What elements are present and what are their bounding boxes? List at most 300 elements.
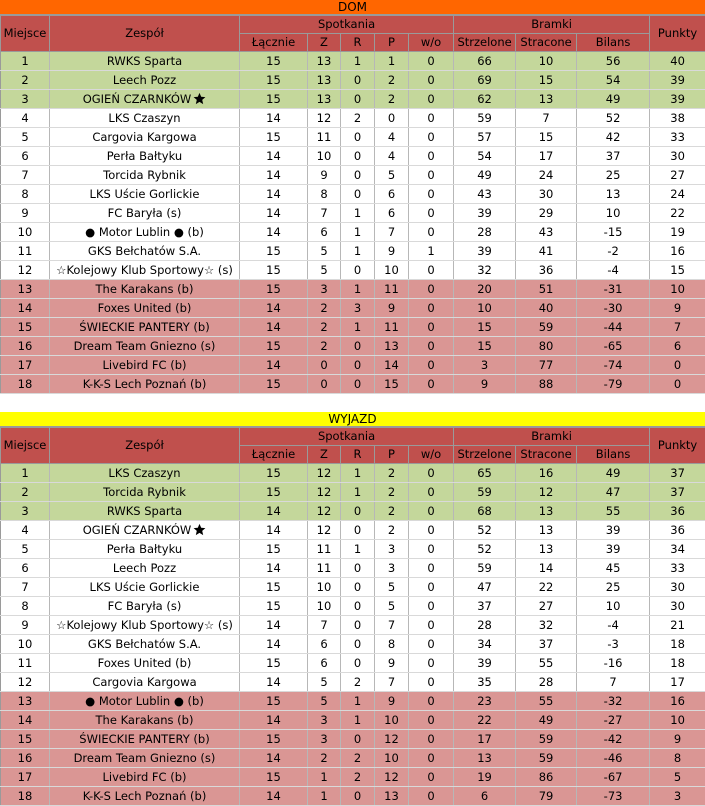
cell-played: 14	[240, 204, 308, 223]
cell-walkovers: 0	[409, 578, 454, 597]
cell-played: 14	[240, 502, 308, 521]
cell-draws: 0	[341, 521, 375, 540]
cell-played: 15	[240, 128, 308, 147]
table-row	[1, 337, 705, 356]
cell-goal-difference: 13	[577, 185, 650, 204]
cell-position: 11	[1, 242, 50, 261]
cell-wins: 11	[308, 559, 341, 578]
team-name: GKS Bełchatów S.A.	[88, 244, 201, 258]
header-wo: w/o	[409, 446, 454, 464]
cell-position: 17	[1, 356, 50, 375]
cell-goals-against: 40	[516, 299, 577, 318]
cell-walkovers: 0	[409, 147, 454, 166]
cell-goals-for: 28	[454, 223, 516, 242]
cell-draws: 0	[341, 147, 375, 166]
cell-goal-difference: -4	[577, 261, 650, 280]
table-row	[1, 502, 705, 521]
team-name: Leech Pozz	[113, 561, 176, 575]
cell-team	[50, 242, 240, 261]
cell-goal-difference: -32	[577, 692, 650, 711]
cell-points: 33	[650, 128, 705, 147]
cell-goal-difference: -30	[577, 299, 650, 318]
cell-played: 15	[240, 337, 308, 356]
cell-goals-against: 29	[516, 204, 577, 223]
cell-goal-difference: 42	[577, 128, 650, 147]
table-row	[1, 540, 705, 559]
table-row	[1, 597, 705, 616]
cell-position: 16	[1, 337, 50, 356]
cell-walkovers: 0	[409, 71, 454, 90]
cell-points: 3	[650, 787, 705, 806]
cell-goal-difference: 47	[577, 483, 650, 502]
cell-points: 27	[650, 166, 705, 185]
table-row	[1, 635, 705, 654]
cell-walkovers: 0	[409, 166, 454, 185]
cell-wins: 9	[308, 166, 341, 185]
cell-draws: 2	[341, 768, 375, 787]
table-row	[1, 559, 705, 578]
cell-position: 16	[1, 749, 50, 768]
cell-points: 21	[650, 616, 705, 635]
cell-points: 24	[650, 185, 705, 204]
cell-played: 15	[240, 692, 308, 711]
cell-goals-against: 59	[516, 749, 577, 768]
cell-walkovers: 0	[409, 52, 454, 71]
cell-losses: 12	[375, 768, 409, 787]
cell-points: 8	[650, 749, 705, 768]
cell-team	[50, 299, 240, 318]
header-bramki: Bramki	[454, 428, 650, 446]
cell-played: 14	[240, 147, 308, 166]
cell-played: 14	[240, 559, 308, 578]
cell-draws: 2	[341, 109, 375, 128]
cell-played: 14	[240, 616, 308, 635]
cell-goal-difference: -44	[577, 318, 650, 337]
cell-wins: 3	[308, 280, 341, 299]
cell-goal-difference: 49	[577, 464, 650, 483]
cell-draws: 0	[341, 261, 375, 280]
cell-goals-for: 17	[454, 730, 516, 749]
header-p: P	[375, 34, 409, 52]
cell-goal-difference: -3	[577, 635, 650, 654]
cell-losses: 3	[375, 559, 409, 578]
team-name: ☆Kolejowy Klub Sportowy☆ (s)	[56, 618, 233, 632]
cell-walkovers: 0	[409, 483, 454, 502]
cell-losses: 10	[375, 749, 409, 768]
cell-wins: 6	[308, 223, 341, 242]
cell-position: 7	[1, 578, 50, 597]
cell-wins: 7	[308, 204, 341, 223]
cell-goal-difference: -15	[577, 223, 650, 242]
cell-team	[50, 166, 240, 185]
team-name: ŚWIECKIE PANTERY (b)	[79, 732, 209, 746]
cell-losses: 2	[375, 483, 409, 502]
table-row	[1, 768, 705, 787]
cell-points: 37	[650, 464, 705, 483]
section-title: WYJAZD	[0, 412, 705, 427]
cell-walkovers: 0	[409, 673, 454, 692]
header-lacznie: Łącznie	[240, 34, 308, 52]
cell-position: 8	[1, 185, 50, 204]
team-name: The Karakans (b)	[96, 713, 194, 727]
cell-points: 36	[650, 521, 705, 540]
team-name: FC Baryła (s)	[108, 206, 182, 220]
cell-team	[50, 673, 240, 692]
header-strzelone: Strzelone	[454, 446, 516, 464]
cell-draws: 1	[341, 464, 375, 483]
cell-points: 37	[650, 483, 705, 502]
cell-goals-for: 47	[454, 578, 516, 597]
cell-losses: 1	[375, 52, 409, 71]
cell-goal-difference: -42	[577, 730, 650, 749]
cell-points: 10	[650, 280, 705, 299]
header-r: R	[341, 34, 375, 52]
cell-losses: 2	[375, 521, 409, 540]
table-row	[1, 483, 705, 502]
cell-played: 14	[240, 673, 308, 692]
cell-goals-for: 28	[454, 616, 516, 635]
cell-losses: 4	[375, 128, 409, 147]
cell-points: 9	[650, 730, 705, 749]
cell-goals-for: 6	[454, 787, 516, 806]
team-name: Foxes United (b)	[98, 301, 192, 315]
cell-points: 30	[650, 578, 705, 597]
cell-wins: 0	[308, 375, 341, 394]
cell-played: 14	[240, 635, 308, 654]
cell-draws: 0	[341, 375, 375, 394]
header-stracone: Stracone	[516, 34, 577, 52]
header-bramki: Bramki	[454, 16, 650, 34]
cell-draws: 0	[341, 166, 375, 185]
cell-points: 10	[650, 711, 705, 730]
cell-played: 14	[240, 166, 308, 185]
cell-wins: 12	[308, 502, 341, 521]
cell-goals-for: 19	[454, 768, 516, 787]
cell-draws: 0	[341, 654, 375, 673]
cell-position: 4	[1, 521, 50, 540]
table-row	[1, 711, 705, 730]
cell-played: 14	[240, 109, 308, 128]
cell-goal-difference: -31	[577, 280, 650, 299]
cell-walkovers: 1	[409, 242, 454, 261]
table-row	[1, 52, 705, 71]
cell-points: 30	[650, 147, 705, 166]
cell-walkovers: 0	[409, 692, 454, 711]
cell-draws: 1	[341, 204, 375, 223]
cell-losses: 11	[375, 280, 409, 299]
cell-team	[50, 711, 240, 730]
table-row	[1, 464, 705, 483]
cell-team	[50, 318, 240, 337]
cell-wins: 1	[308, 787, 341, 806]
cell-draws: 0	[341, 356, 375, 375]
cell-goal-difference: 52	[577, 109, 650, 128]
cell-team	[50, 502, 240, 521]
table-row	[1, 90, 705, 109]
cell-position: 18	[1, 375, 50, 394]
cell-points: 18	[650, 635, 705, 654]
cell-goals-against: 55	[516, 692, 577, 711]
cell-team	[50, 540, 240, 559]
cell-wins: 2	[308, 299, 341, 318]
cell-team	[50, 280, 240, 299]
cell-position: 14	[1, 711, 50, 730]
table-row	[1, 185, 705, 204]
cell-draws: 3	[341, 299, 375, 318]
cell-goals-for: 39	[454, 242, 516, 261]
header-miejsce: Miejsce	[1, 428, 50, 464]
cell-goals-for: 22	[454, 711, 516, 730]
cell-goals-against: 55	[516, 654, 577, 673]
team-name: RWKS Sparta	[107, 54, 182, 68]
table-header	[1, 16, 705, 52]
standings-section	[0, 0, 705, 394]
cell-goals-against: 88	[516, 375, 577, 394]
cell-draws: 1	[341, 692, 375, 711]
cell-losses: 9	[375, 242, 409, 261]
cell-goals-against: 16	[516, 464, 577, 483]
cell-team	[50, 578, 240, 597]
team-name: ● Motor Lublin ● (b)	[85, 225, 204, 239]
cell-team	[50, 204, 240, 223]
cell-draws: 0	[341, 787, 375, 806]
team-name: RWKS Sparta	[107, 504, 182, 518]
table-row	[1, 673, 705, 692]
cell-played: 15	[240, 52, 308, 71]
cell-wins: 3	[308, 711, 341, 730]
table-row	[1, 654, 705, 673]
cell-draws: 1	[341, 540, 375, 559]
cell-losses: 14	[375, 356, 409, 375]
cell-goals-against: 43	[516, 223, 577, 242]
cell-draws: 1	[341, 242, 375, 261]
cell-wins: 2	[308, 318, 341, 337]
cell-goal-difference: 10	[577, 597, 650, 616]
cell-team	[50, 109, 240, 128]
cell-points: 16	[650, 242, 705, 261]
cell-wins: 13	[308, 71, 341, 90]
cell-goal-difference: 54	[577, 71, 650, 90]
cell-goal-difference: -2	[577, 242, 650, 261]
cell-position: 8	[1, 597, 50, 616]
cell-played: 15	[240, 261, 308, 280]
cell-position: 6	[1, 559, 50, 578]
cell-losses: 10	[375, 261, 409, 280]
cell-goals-against: 10	[516, 52, 577, 71]
cell-goals-against: 13	[516, 90, 577, 109]
cell-walkovers: 0	[409, 559, 454, 578]
cell-losses: 11	[375, 318, 409, 337]
cell-losses: 13	[375, 787, 409, 806]
cell-walkovers: 0	[409, 356, 454, 375]
cell-goal-difference: 39	[577, 540, 650, 559]
cell-position: 11	[1, 654, 50, 673]
cell-team	[50, 521, 240, 540]
cell-walkovers: 0	[409, 768, 454, 787]
cell-played: 15	[240, 90, 308, 109]
cell-wins: 2	[308, 337, 341, 356]
cell-points: 18	[650, 654, 705, 673]
cell-losses: 2	[375, 464, 409, 483]
cell-played: 15	[240, 730, 308, 749]
cell-played: 15	[240, 71, 308, 90]
cell-points: 39	[650, 90, 705, 109]
cell-wins: 2	[308, 749, 341, 768]
team-name: Torcida Rybnik	[103, 168, 186, 182]
header-punkty: Punkty	[650, 428, 705, 464]
cell-draws: 2	[341, 673, 375, 692]
cell-losses: 5	[375, 578, 409, 597]
header-z: Z	[308, 34, 341, 52]
cell-team	[50, 730, 240, 749]
team-name: Perła Bałtyku	[107, 149, 182, 163]
cell-losses: 2	[375, 502, 409, 521]
cell-losses: 7	[375, 223, 409, 242]
cell-goals-for: 66	[454, 52, 516, 71]
header-zespol: Zespół	[50, 428, 240, 464]
cell-walkovers: 0	[409, 616, 454, 635]
cell-goal-difference: 37	[577, 147, 650, 166]
header-zespol: Zespół	[50, 16, 240, 52]
team-name: The Karakans (b)	[96, 282, 194, 296]
cell-draws: 0	[341, 616, 375, 635]
cell-draws: 0	[341, 730, 375, 749]
cell-goals-for: 15	[454, 337, 516, 356]
cell-team	[50, 375, 240, 394]
cell-team	[50, 597, 240, 616]
team-name: Perła Bałtyku	[107, 542, 182, 556]
cell-wins: 5	[308, 673, 341, 692]
cell-draws: 1	[341, 711, 375, 730]
cell-goals-for: 3	[454, 356, 516, 375]
cell-goal-difference: -74	[577, 356, 650, 375]
cell-goals-for: 54	[454, 147, 516, 166]
cell-position: 10	[1, 635, 50, 654]
cell-goals-against: 49	[516, 711, 577, 730]
table-row	[1, 616, 705, 635]
cell-position: 6	[1, 147, 50, 166]
header-p: P	[375, 446, 409, 464]
cell-losses: 7	[375, 616, 409, 635]
cell-played: 15	[240, 375, 308, 394]
table-row	[1, 318, 705, 337]
cell-wins: 13	[308, 52, 341, 71]
cell-goal-difference: 25	[577, 578, 650, 597]
cell-team	[50, 147, 240, 166]
cell-goals-for: 13	[454, 749, 516, 768]
cell-team	[50, 185, 240, 204]
cell-walkovers: 0	[409, 464, 454, 483]
cell-position: 10	[1, 223, 50, 242]
cell-wins: 6	[308, 654, 341, 673]
cell-position: 3	[1, 502, 50, 521]
cell-position: 9	[1, 616, 50, 635]
cell-goals-against: 86	[516, 768, 577, 787]
cell-walkovers: 0	[409, 787, 454, 806]
cell-wins: 10	[308, 147, 341, 166]
header-bilans: Bilans	[577, 34, 650, 52]
cell-draws: 1	[341, 52, 375, 71]
cell-wins: 8	[308, 185, 341, 204]
cell-walkovers: 0	[409, 635, 454, 654]
cell-losses: 13	[375, 337, 409, 356]
header-spotkania: Spotkania	[240, 16, 454, 34]
cell-goals-for: 65	[454, 464, 516, 483]
cell-draws: 0	[341, 635, 375, 654]
cell-points: 22	[650, 204, 705, 223]
cell-losses: 0	[375, 109, 409, 128]
cell-goals-against: 59	[516, 318, 577, 337]
cell-wins: 11	[308, 128, 341, 147]
cell-goals-against: 77	[516, 356, 577, 375]
cell-points: 0	[650, 356, 705, 375]
cell-walkovers: 0	[409, 375, 454, 394]
team-name: Leech Pozz	[113, 73, 176, 87]
cell-goals-for: 23	[454, 692, 516, 711]
cell-goal-difference: -67	[577, 768, 650, 787]
table-row	[1, 204, 705, 223]
team-name: Livebird FC (b)	[102, 358, 186, 372]
cell-goals-against: 24	[516, 166, 577, 185]
cell-wins: 10	[308, 597, 341, 616]
cell-goals-against: 37	[516, 635, 577, 654]
cell-goal-difference: -73	[577, 787, 650, 806]
cell-losses: 4	[375, 147, 409, 166]
cell-points: 7	[650, 318, 705, 337]
table-row	[1, 692, 705, 711]
cell-goals-for: 39	[454, 654, 516, 673]
team-name: ☆Kolejowy Klub Sportowy☆ (s)	[56, 263, 233, 277]
table-row	[1, 147, 705, 166]
team-name: Cargovia Kargowa	[92, 130, 196, 144]
cell-position: 14	[1, 299, 50, 318]
cell-goals-against: 13	[516, 540, 577, 559]
table-row	[1, 578, 705, 597]
cell-played: 14	[240, 299, 308, 318]
cell-walkovers: 0	[409, 185, 454, 204]
cell-points: 0	[650, 375, 705, 394]
cell-team	[50, 337, 240, 356]
cell-team	[50, 616, 240, 635]
cell-position: 2	[1, 483, 50, 502]
cell-team	[50, 71, 240, 90]
cell-goals-for: 43	[454, 185, 516, 204]
cell-played: 15	[240, 768, 308, 787]
cell-team	[50, 635, 240, 654]
cell-team	[50, 223, 240, 242]
cell-goal-difference: 39	[577, 521, 650, 540]
cell-walkovers: 0	[409, 204, 454, 223]
cell-wins: 12	[308, 109, 341, 128]
table-header	[1, 428, 705, 464]
cell-team	[50, 128, 240, 147]
cell-losses: 15	[375, 375, 409, 394]
table-row	[1, 261, 705, 280]
cell-goal-difference: -16	[577, 654, 650, 673]
cell-points: 5	[650, 768, 705, 787]
star-icon	[193, 92, 206, 105]
cell-position: 3	[1, 90, 50, 109]
cell-position: 9	[1, 204, 50, 223]
cell-draws: 1	[341, 223, 375, 242]
cell-walkovers: 0	[409, 654, 454, 673]
cell-losses: 10	[375, 711, 409, 730]
team-name: Foxes United (b)	[98, 656, 192, 670]
cell-played: 14	[240, 521, 308, 540]
team-name: LKS Uście Gorlickie	[90, 580, 200, 594]
cell-position: 1	[1, 464, 50, 483]
cell-goals-against: 27	[516, 597, 577, 616]
